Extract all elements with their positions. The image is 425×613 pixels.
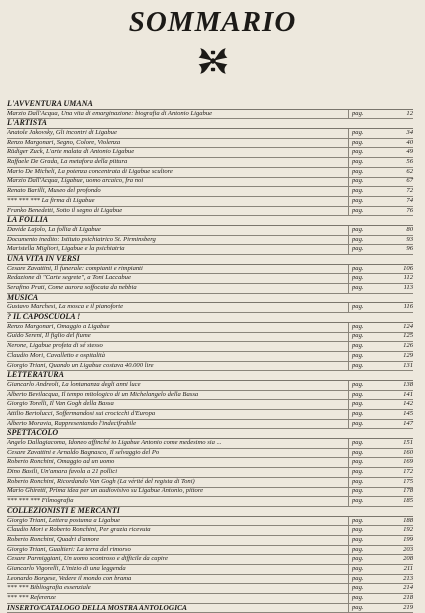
section-heading: LETTERATURA — [7, 371, 413, 381]
page-label: pag. — [352, 284, 364, 292]
entry-title: Renzo Margonari, Omaggio a Ligabue — [7, 322, 110, 330]
page-label: pag. — [352, 167, 364, 175]
section-heading: MUSICA — [7, 294, 413, 304]
page-label: pag. — [352, 264, 364, 272]
toc-entry — [7, 303, 413, 313]
page-label: pag. — [352, 458, 364, 466]
page-number: 185 — [403, 497, 413, 505]
page-number: 76 — [406, 206, 413, 214]
toc-entry — [7, 226, 413, 236]
page-label: pag. — [352, 380, 364, 388]
section-heading: ? IL CAPOSCUOLA ! — [7, 313, 413, 323]
entry-title: Davide Lajolo, La follia di Ligabue — [7, 225, 101, 233]
toc-entry — [7, 497, 413, 507]
page-number: 138 — [403, 380, 413, 388]
page-label: pag. — [352, 603, 364, 611]
entry-title: Renato Barilli, Museo del profondo — [7, 187, 101, 195]
toc-entry — [7, 488, 413, 498]
toc-entry — [7, 517, 413, 527]
entry-title: Claudio Mori e Roberto Ronchini, Per grazia ricevuta — [7, 526, 151, 534]
toc-entry — [7, 284, 413, 294]
toc-entry — [7, 381, 413, 391]
page-label: pag. — [352, 322, 364, 330]
toc-entry — [7, 178, 413, 188]
toc-entry — [7, 342, 413, 352]
page-number: 219 — [403, 603, 413, 611]
page-number: 67 — [406, 177, 413, 185]
section-heading: L'AVVENTURA UMANA — [7, 100, 413, 110]
page-label: pag. — [352, 564, 364, 572]
page-label: pag. — [352, 109, 364, 117]
page-number: 178 — [403, 487, 413, 495]
page-number: 208 — [403, 555, 413, 563]
page-label: pag. — [352, 196, 364, 204]
entry-title: Claudio Mori, Cavalletto e ospitalità — [7, 351, 105, 359]
page-number: 34 — [406, 129, 413, 137]
page-number: 93 — [406, 235, 413, 243]
page-label: pag. — [352, 516, 364, 524]
entry-title: Giorgio Triani, Quando un Ligabue costava 40.000 lire — [7, 361, 154, 369]
entry-title: Giorgio Triani, Lettera postuma a Ligabue — [7, 516, 120, 524]
page-number: 112 — [403, 274, 413, 282]
page-label: pag. — [352, 409, 364, 417]
entry-title: *** *** *** La firma di Ligabue — [7, 196, 95, 204]
page-label: pag. — [352, 361, 364, 369]
toc-entry — [7, 410, 413, 420]
page-number: 125 — [403, 332, 413, 340]
page-label: pag. — [352, 206, 364, 214]
page-title: SOMMARIO — [128, 6, 297, 38]
entry-title: Cesare Zavattini e Arnaldo Bagnasco, Il selvaggio del Po — [7, 448, 160, 456]
toc-entry — [7, 468, 413, 478]
entry-title: Roberto Ronchini, Quadri d'amore — [7, 535, 100, 543]
page-number: 126 — [403, 342, 413, 350]
page-number: 192 — [403, 526, 413, 534]
table-of-contents — [7, 100, 413, 613]
page-number: 113 — [403, 284, 413, 292]
entry-title: Giorgio Triani, Gualtieri: La terra del rimorso — [7, 545, 131, 553]
page-number: 96 — [406, 245, 413, 253]
page-number: 80 — [406, 225, 413, 233]
entry-title: Franko Benedetti, Sotto il segno di Ligabue — [7, 206, 123, 214]
page-label: pag. — [352, 555, 364, 563]
page-label: pag. — [352, 274, 364, 282]
entry-title: Attilio Bertolucci, Soffermandosi sui crocicchi d'Europa — [7, 409, 156, 417]
entry-title: Giancarlo Andreoli, La lontananza degli anni luce — [7, 380, 141, 388]
entry-title: Mario Ghiretti, Prima idea per un audiovisivo su Ligabue Antonio, pittore — [7, 487, 204, 495]
section-heading: COLLEZIONISTI E MERCANTI — [7, 507, 413, 517]
page-number: 145 — [403, 409, 413, 417]
toc-entry — [7, 168, 413, 178]
page-number: 211 — [403, 564, 413, 572]
page-label: pag. — [352, 138, 364, 146]
section-heading: L'ARTISTA — [7, 119, 413, 129]
page-label: pag. — [352, 129, 364, 137]
entry-title: Guido Sereni, Il figlio del fiume — [7, 332, 91, 340]
toc-entry — [7, 604, 413, 613]
page-label: pag. — [352, 177, 364, 185]
entry-title: Rüdiger Zuck, L'arte malata di Antonio Ligabue — [7, 148, 135, 156]
toc-entry — [7, 333, 413, 343]
toc-entry — [7, 362, 413, 372]
toc-entry — [7, 148, 413, 158]
entry-title: Serafino Prati, Come aurora soffocata da nebbia — [7, 284, 137, 292]
page-label: pag. — [352, 332, 364, 340]
page-number: 160 — [403, 448, 413, 456]
entry-title: Cesare Parmiggiani, Un uomo scontroso e difficile da capire — [7, 555, 168, 563]
toc-entry — [7, 400, 413, 410]
entry-title: Documento inedito: Istituto psichiatrico St. Pirminsberg — [7, 235, 156, 243]
toc-entry — [7, 575, 413, 585]
page-label: pag. — [352, 419, 364, 427]
entry-title: Cesare Zavattini, Il funerale: compianti e rimpianti — [7, 264, 143, 272]
entry-title: Nerone, Ligabue profeta di sé stesso — [7, 342, 103, 350]
page-label: pag. — [352, 235, 364, 243]
page-label: pag. — [352, 148, 364, 156]
toc-entry — [7, 110, 413, 120]
fleur-ornament-icon — [196, 44, 230, 78]
page-label: pag. — [352, 497, 364, 505]
entry-title: Mario De Micheli, La potenza concentrata di Ligabue scultore — [7, 167, 173, 175]
page-label: pag. — [352, 477, 364, 485]
toc-entry — [7, 207, 413, 217]
page-label: pag. — [352, 545, 364, 553]
page-label: pag. — [352, 187, 364, 195]
toc-entry — [7, 245, 413, 255]
page-label: pag. — [352, 584, 364, 592]
entry-title: *** *** Referenze — [7, 594, 56, 602]
section-heading: UNA VITA IN VERSI — [7, 255, 413, 265]
page-label: pag. — [352, 351, 364, 359]
page-number: 203 — [403, 545, 413, 553]
entry-title: Alberto Bevilacqua, Il tempo mitologico di un Michelangelo della Bassa — [7, 390, 199, 398]
page-label: pag. — [352, 439, 364, 447]
page-number: 62 — [406, 167, 413, 175]
page-label: pag. — [352, 468, 364, 476]
toc-entry — [7, 236, 413, 246]
page-label: pag. — [352, 400, 364, 408]
toc-entry — [7, 139, 413, 149]
page-number: 12 — [406, 109, 413, 117]
page-number: 213 — [403, 574, 413, 582]
page-number: 175 — [403, 477, 413, 485]
toc-entry — [7, 584, 413, 594]
entry-title: Gustavo Marchesi, La mosca e il pianoforte — [7, 303, 124, 311]
page-label: pag. — [352, 390, 364, 398]
page-number: 147 — [403, 419, 413, 427]
page-label: pag. — [352, 225, 364, 233]
entry-title: Maristella Migliori, Ligabue e la psichiatria — [7, 245, 125, 253]
page-label: pag. — [352, 535, 364, 543]
page-number: 199 — [403, 535, 413, 543]
toc-entry — [7, 449, 413, 459]
toc-entry — [7, 352, 413, 362]
toc-entry — [7, 565, 413, 575]
toc-entry — [7, 158, 413, 168]
section-heading: LA FOLLIA — [7, 216, 413, 226]
entry-title: Anatole Jakovsky, Gli incontri di Ligabue — [7, 129, 117, 137]
page-number: 141 — [403, 390, 413, 398]
entry-title: Giancarlo Vigorelli, L'inizio di una leggenda — [7, 564, 126, 572]
entry-title: INSERTO/CATALOGO DELLA MOSTRA ANTOLOGICA — [7, 603, 187, 612]
page-label: pag. — [352, 158, 364, 166]
toc-entry — [7, 536, 413, 546]
toc-entry — [7, 197, 413, 207]
entry-title: Marzio Dall'Acqua, Una vita di emarginazione: biografia di Antonio Ligabue — [7, 109, 213, 117]
page-label: pag. — [352, 303, 364, 311]
toc-entry — [7, 187, 413, 197]
page-number: 151 — [403, 439, 413, 447]
toc-entry — [7, 274, 413, 284]
entry-title: Marzio Dall'Acqua, Ligabue, uomo arcaico, fra noi — [7, 177, 144, 185]
entry-title: Renzo Margonari, Segno, Colore, Violenza — [7, 138, 121, 146]
page-label: pag. — [352, 526, 364, 534]
page-number: 218 — [403, 594, 413, 602]
toc-entry — [7, 439, 413, 449]
toc-entry — [7, 594, 413, 604]
entry-title: Leonardo Borgese, Vedere il mondo con brama — [7, 574, 132, 582]
page-label: pag. — [352, 487, 364, 495]
page-number: 214 — [403, 584, 413, 592]
entry-title: Raffaele De Grada, La metafora della pittura — [7, 158, 128, 166]
page-number: 40 — [406, 138, 413, 146]
page-number: 169 — [403, 458, 413, 466]
toc-entry — [7, 391, 413, 401]
entry-title: Angelo Dallagiacoma, Idoneo affinché io Ligabue Antonio come medesimo sia ... — [7, 439, 222, 447]
page-label: pag. — [352, 574, 364, 582]
page-number: 188 — [403, 516, 413, 524]
page-number: 172 — [403, 468, 413, 476]
toc-entry — [7, 478, 413, 488]
page-number: 116 — [403, 303, 413, 311]
entry-title: *** *** *** Filmografia — [7, 497, 74, 505]
page-number: 72 — [406, 187, 413, 195]
page-number: 131 — [403, 361, 413, 369]
page-number: 56 — [406, 158, 413, 166]
toc-entry — [7, 546, 413, 556]
page-number: 142 — [403, 400, 413, 408]
toc-entry — [7, 265, 413, 275]
page-label: pag. — [352, 594, 364, 602]
page-number: 49 — [406, 148, 413, 156]
page-label: pag. — [352, 342, 364, 350]
entry-title: Redazione di "Carte segrete", a Toni Laccabue — [7, 274, 131, 282]
section-heading: SPETTACOLO — [7, 429, 413, 439]
toc-entry — [7, 458, 413, 468]
toc-entry — [7, 129, 413, 139]
entry-title: Roberto Ronchini, Ricordando Van Gogh (La vérité del regista di Toni) — [7, 477, 195, 485]
entry-title: Roberto Ronchini, Omaggio ad un uomo — [7, 458, 115, 466]
toc-entry — [7, 555, 413, 565]
page-number: 74 — [406, 196, 413, 204]
page-number: 124 — [403, 322, 413, 330]
toc-entry — [7, 420, 413, 430]
entry-title: Alberto Moravia, Rappresentando l'indecifrabile — [7, 419, 136, 427]
page-number: 129 — [403, 351, 413, 359]
page-label: pag. — [352, 245, 364, 253]
page-number: 106 — [403, 264, 413, 272]
entry-title: *** *** Bibliografia essenziale — [7, 584, 91, 592]
toc-entry — [7, 526, 413, 536]
entry-title: Giorgio Torelli, Il Van Gogh della Bassa — [7, 400, 114, 408]
toc-entry — [7, 323, 413, 333]
page-label: pag. — [352, 448, 364, 456]
entry-title: Dino Basili, Un'amara favola a 21 pollici — [7, 468, 118, 476]
